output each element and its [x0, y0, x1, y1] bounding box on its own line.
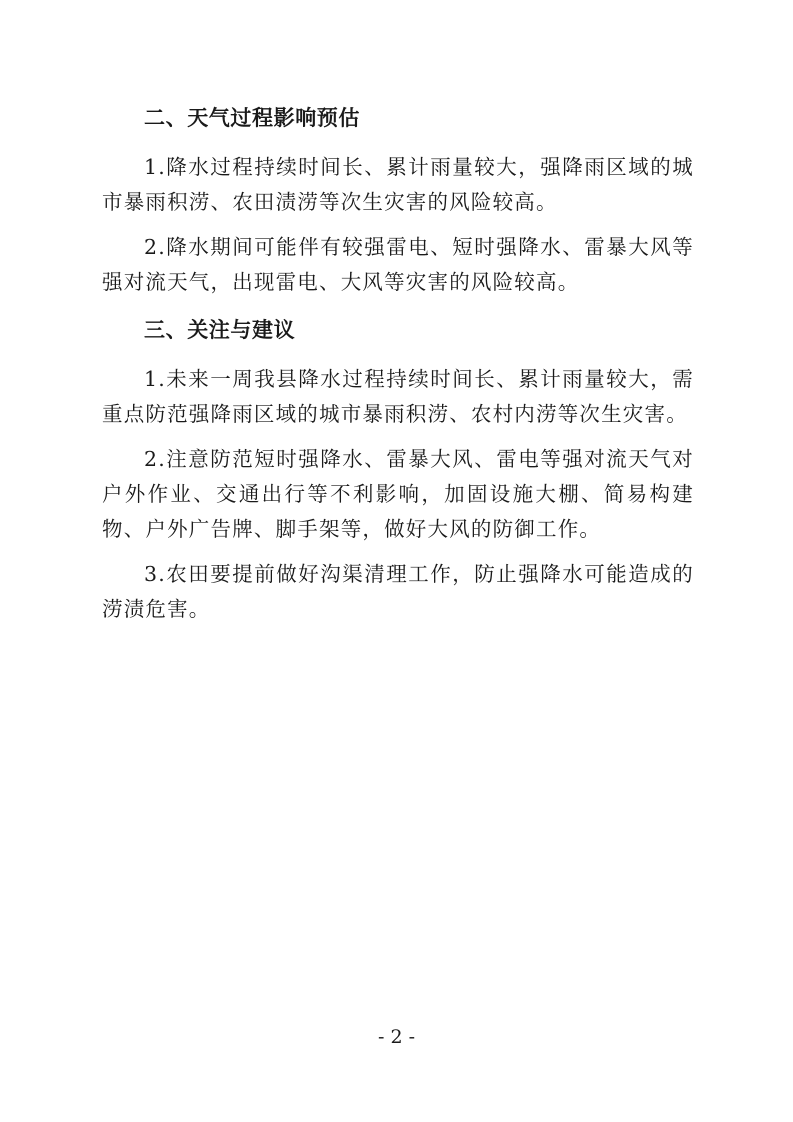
section-heading-attention-advice: 三、关注与建议: [144, 318, 296, 342]
section-heading-impact-estimate: 二、天气过程影响预估: [144, 106, 360, 130]
page-number: - 2 -: [377, 1026, 415, 1048]
advice-item-2: 2.注意防范短时强降水、雷暴大风、雷电等强对流天气对户外作业、交通出行等不利影响，加固设施大棚、简易构建物、户外广告牌、脚手架等，做好大风的防御工作。: [102, 447, 694, 541]
advice-item-3: 3.农田要提前做好沟渠清理工作，防止强降水可能造成的涝渍危害。: [102, 562, 694, 621]
advice-item-1: 1.未来一周我县降水过程持续时间长、累计雨量较大，需重点防范强降雨区域的城市暴雨积涝、农村内涝等次生灾害。: [102, 367, 694, 426]
document-body: [102, 100, 694, 637]
impact-item-2: 2.降水期间可能伴有较强雷电、短时强降水、雷暴大风等强对流天气，出现雷电、大风等灾害的风险较高。: [102, 235, 694, 294]
impact-item-1: 1.降水过程持续时间长、累计雨量较大，强降雨区域的城市暴雨积涝、农田渍涝等次生灾害的风险较高。: [102, 155, 694, 214]
